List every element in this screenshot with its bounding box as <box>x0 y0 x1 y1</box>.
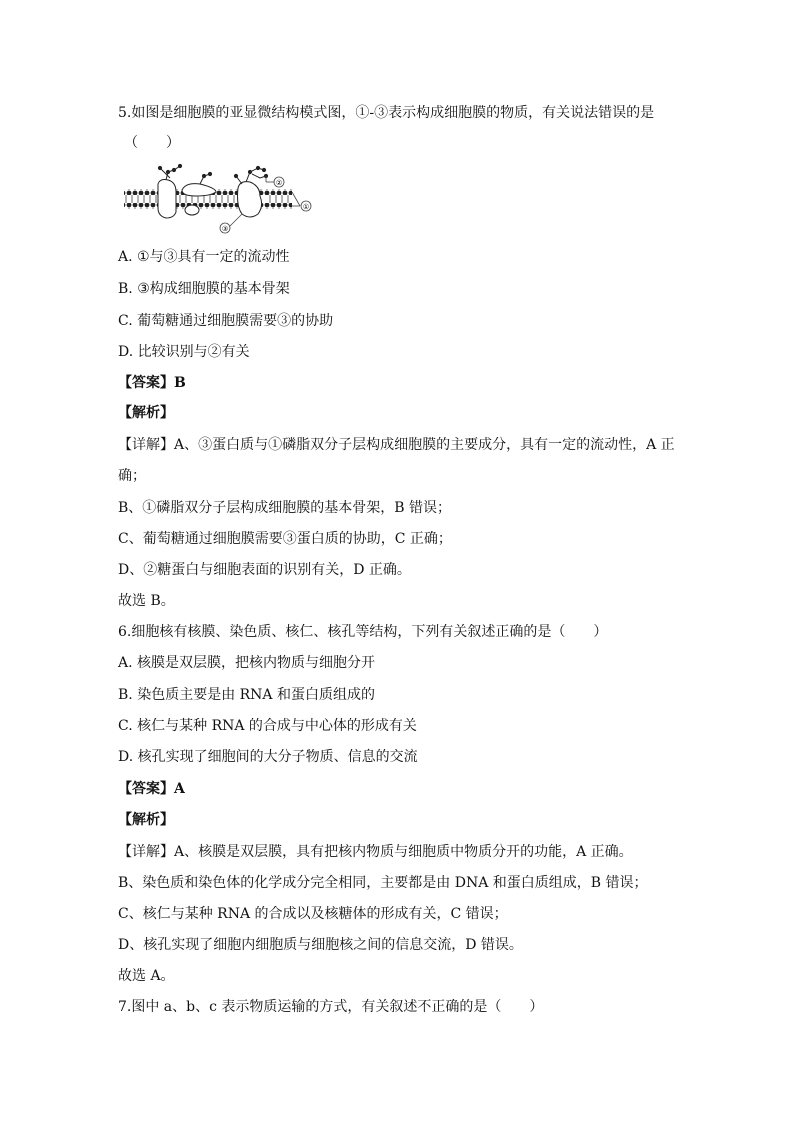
q6-detail-2: B、染色质和染色体的化学成分完全相同，主要都是由 DNA 和蛋白质组成，B 错误； <box>118 875 648 891</box>
q6-analysis: 【解析】 <box>118 812 174 828</box>
q5-answer: 【答案】B <box>118 375 186 391</box>
label-2: ② <box>275 179 283 187</box>
q5-stem: 5.如图是细胞膜的亚显微结构模式图，①-③表示构成细胞膜的物质，有关说法错误的是 <box>118 105 655 121</box>
q5-detail-4: D、②糖蛋白与细胞表面的识别有关，D 正确。 <box>118 562 411 578</box>
q6-option-d: D. 核孔实现了细胞间的大分子物质、信息的交流 <box>118 749 418 765</box>
q6-detail-3: C、核仁与某种 RNA 的合成以及核糖体的形成有关，C 错误； <box>118 906 508 922</box>
q7-stem: 7.图中 a、b、c 表示物质运输的方式，有关叙述不正确的是（ ） <box>118 999 544 1015</box>
q6-detail-1: 【详解】A、核膜是双层膜，具有把核内物质与细胞质中物质分开的功能，A 正确。 <box>118 844 633 860</box>
q6-option-a: A. 核膜是双层膜，把核内物质与细胞分开 <box>118 655 376 671</box>
q5-conclusion: 故选 B。 <box>118 593 175 609</box>
label-3: ③ <box>221 225 229 233</box>
q6-conclusion: 故选 A。 <box>118 968 175 984</box>
q6-detail-4: D、核孔实现了细胞内细胞质与细胞核之间的信息交流，D 错误。 <box>118 937 523 953</box>
q5-analysis: 【解析】 <box>118 405 174 421</box>
q6-answer: 【答案】A <box>118 781 185 797</box>
q5-detail-1b: 确； <box>118 468 146 484</box>
q6-stem: 6.细胞核有核膜、染色质、核仁、核孔等结构，下列有关叙述正确的是（ ） <box>118 624 608 640</box>
q5-option-d: D. 比较识别与②有关 <box>118 344 250 360</box>
q5-option-c: C. 葡萄糖通过细胞膜需要③的协助 <box>118 313 334 329</box>
q6-option-b: B. 染色质主要是由 RNA 和蛋白质组成的 <box>118 687 375 703</box>
q6-option-c: C. 核仁与某种 RNA 的合成与中心体的形成有关 <box>118 718 417 734</box>
q5-detail-2: B、①磷脂双分子层构成细胞膜的基本骨架，B 错误； <box>118 500 452 516</box>
q5-detail-1: 【详解】A、③蛋白质与①磷脂双分子层构成细胞膜的主要成分，具有一定的流动性，A 正 <box>118 437 675 453</box>
label-1: ① <box>302 203 310 211</box>
q5-paren: （ ） <box>124 135 180 151</box>
cell-membrane-diagram <box>120 160 320 240</box>
q5-option-a: A. ①与③具有一定的流动性 <box>118 249 290 265</box>
q5-detail-3: C、葡萄糖通过细胞膜需要③蛋白质的协助，C 正确； <box>118 531 452 547</box>
q5-option-b: B. ③构成细胞膜的基本骨架 <box>118 281 290 297</box>
